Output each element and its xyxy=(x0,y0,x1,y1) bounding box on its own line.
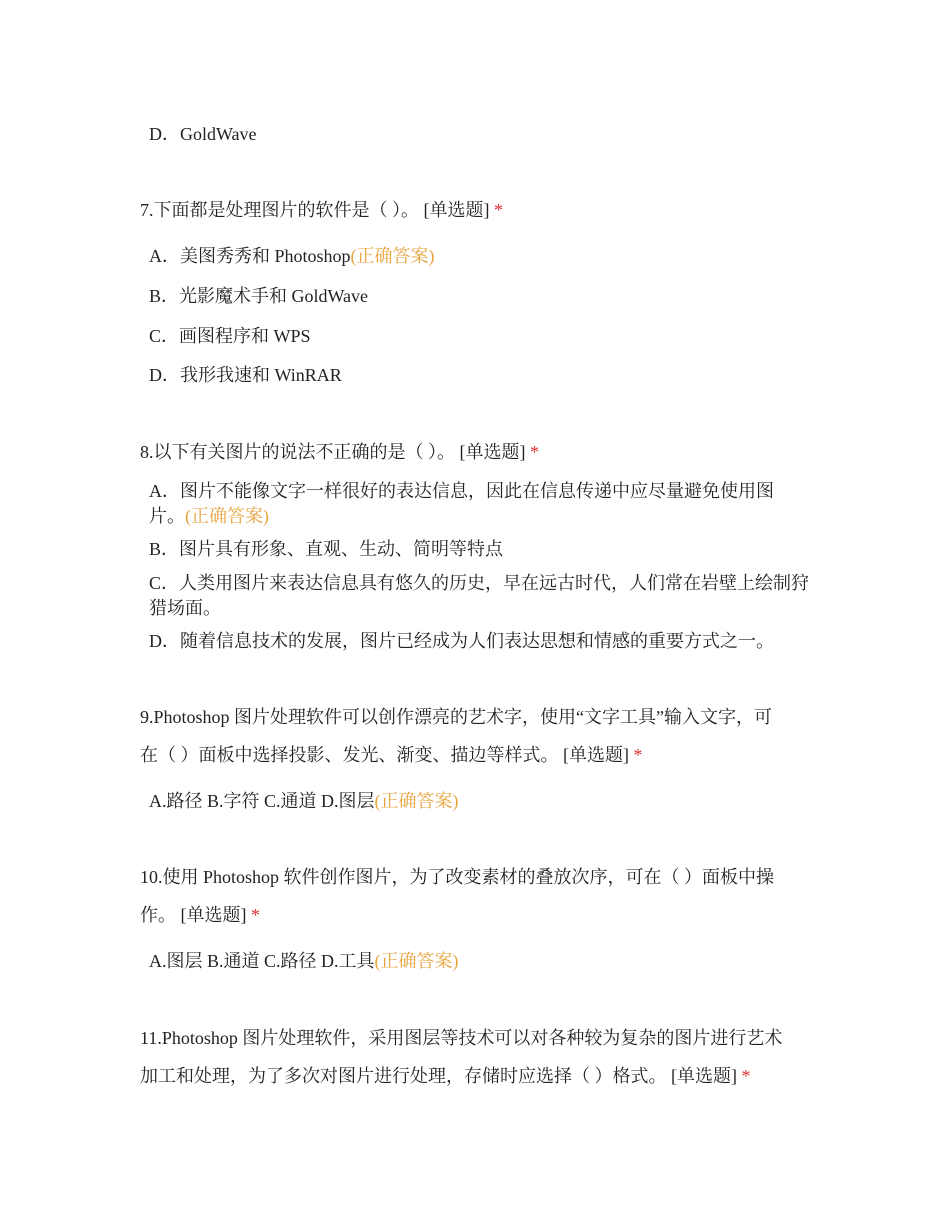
q10-type: [单选题] xyxy=(180,905,247,925)
required-mark: * xyxy=(530,442,539,462)
q7-option-a xyxy=(149,244,435,268)
q8-option-c: C．人类用图片来表达信息具有悠久的历史，早在远古时代，人们常在岩壁上绘制狩猎场面。 xyxy=(149,573,810,618)
q7-title xyxy=(140,198,503,222)
q6-option-d: D．GoldWave xyxy=(149,124,257,144)
option-text: A．图片不能像文字一样很好的表达信息，因此在信息传递中应尽量避免使用图片。 xyxy=(149,481,774,526)
correct-answer-tag: (正确答案) xyxy=(185,506,269,526)
q7-text: 7.下面都是处理图片的软件是（ ）。 xyxy=(140,200,419,220)
required-mark: * xyxy=(251,905,260,925)
q10-options xyxy=(149,949,459,973)
q7-option-c: C．画图程序和 WPS xyxy=(149,326,311,346)
q9-title-line1: 9.Photoshop 图片处理软件可以创作漂亮的艺术字，使用“文字工具”输入文字，可 xyxy=(140,707,772,727)
q11-type: [单选题] xyxy=(671,1066,737,1086)
q9-options xyxy=(149,789,459,813)
q10-text: 作。 xyxy=(140,905,176,925)
q9-text: 在（ ）面板中选择投影、发光、渐变、描边等样式。 xyxy=(140,745,559,765)
q8-text: 8.以下有关图片的说法不正确的是（ ）。 xyxy=(140,442,455,462)
q8-title xyxy=(140,440,539,464)
correct-answer-tag: (正确答案) xyxy=(374,951,459,971)
correct-answer-tag: (正确答案) xyxy=(350,246,435,266)
required-mark: * xyxy=(741,1066,751,1086)
q7-option-d: D．我形我速和 WinRAR xyxy=(149,365,342,385)
options-text: A.图层 B.通道 C.路径 D.工具 xyxy=(149,951,375,971)
q8-type: [单选题] xyxy=(459,442,526,462)
q10-title-line2 xyxy=(140,903,260,927)
q9-type: [单选题] xyxy=(563,745,629,765)
q7-option-b: B．光影魔术手和 GoldWave xyxy=(149,286,369,306)
q11-title-line1: 11.Photoshop 图片处理软件，采用图层等技术可以对各种较为复杂的图片进行艺术 xyxy=(140,1028,783,1048)
q11-title-line2 xyxy=(140,1064,751,1088)
q9-title-line2 xyxy=(140,743,643,767)
q8-option-b: B．图片具有形象、直观、生动、简明等特点 xyxy=(149,539,504,559)
q10-title-line1: 10.使用 Photoshop 软件创作图片，为了改变素材的叠放次序，可在（ ）面板中操 xyxy=(140,867,775,887)
correct-answer-tag: (正确答案) xyxy=(374,791,459,811)
required-mark: * xyxy=(633,745,643,765)
q7-type: [单选题] xyxy=(423,200,490,220)
options-text: A.路径 B.字符 C.通道 D.图层 xyxy=(149,791,375,811)
option-text: A．美图秀秀和 Photoshop xyxy=(149,246,351,266)
required-mark: * xyxy=(494,200,503,220)
q8-option-a xyxy=(149,479,809,529)
q11-text: 加工和处理，为了多次对图片进行处理，存储时应选择（ ）格式。 xyxy=(140,1066,667,1086)
q8-option-d: D．随着信息技术的发展，图片已经成为人们表达思想和情感的重要方式之一。 xyxy=(149,631,774,651)
